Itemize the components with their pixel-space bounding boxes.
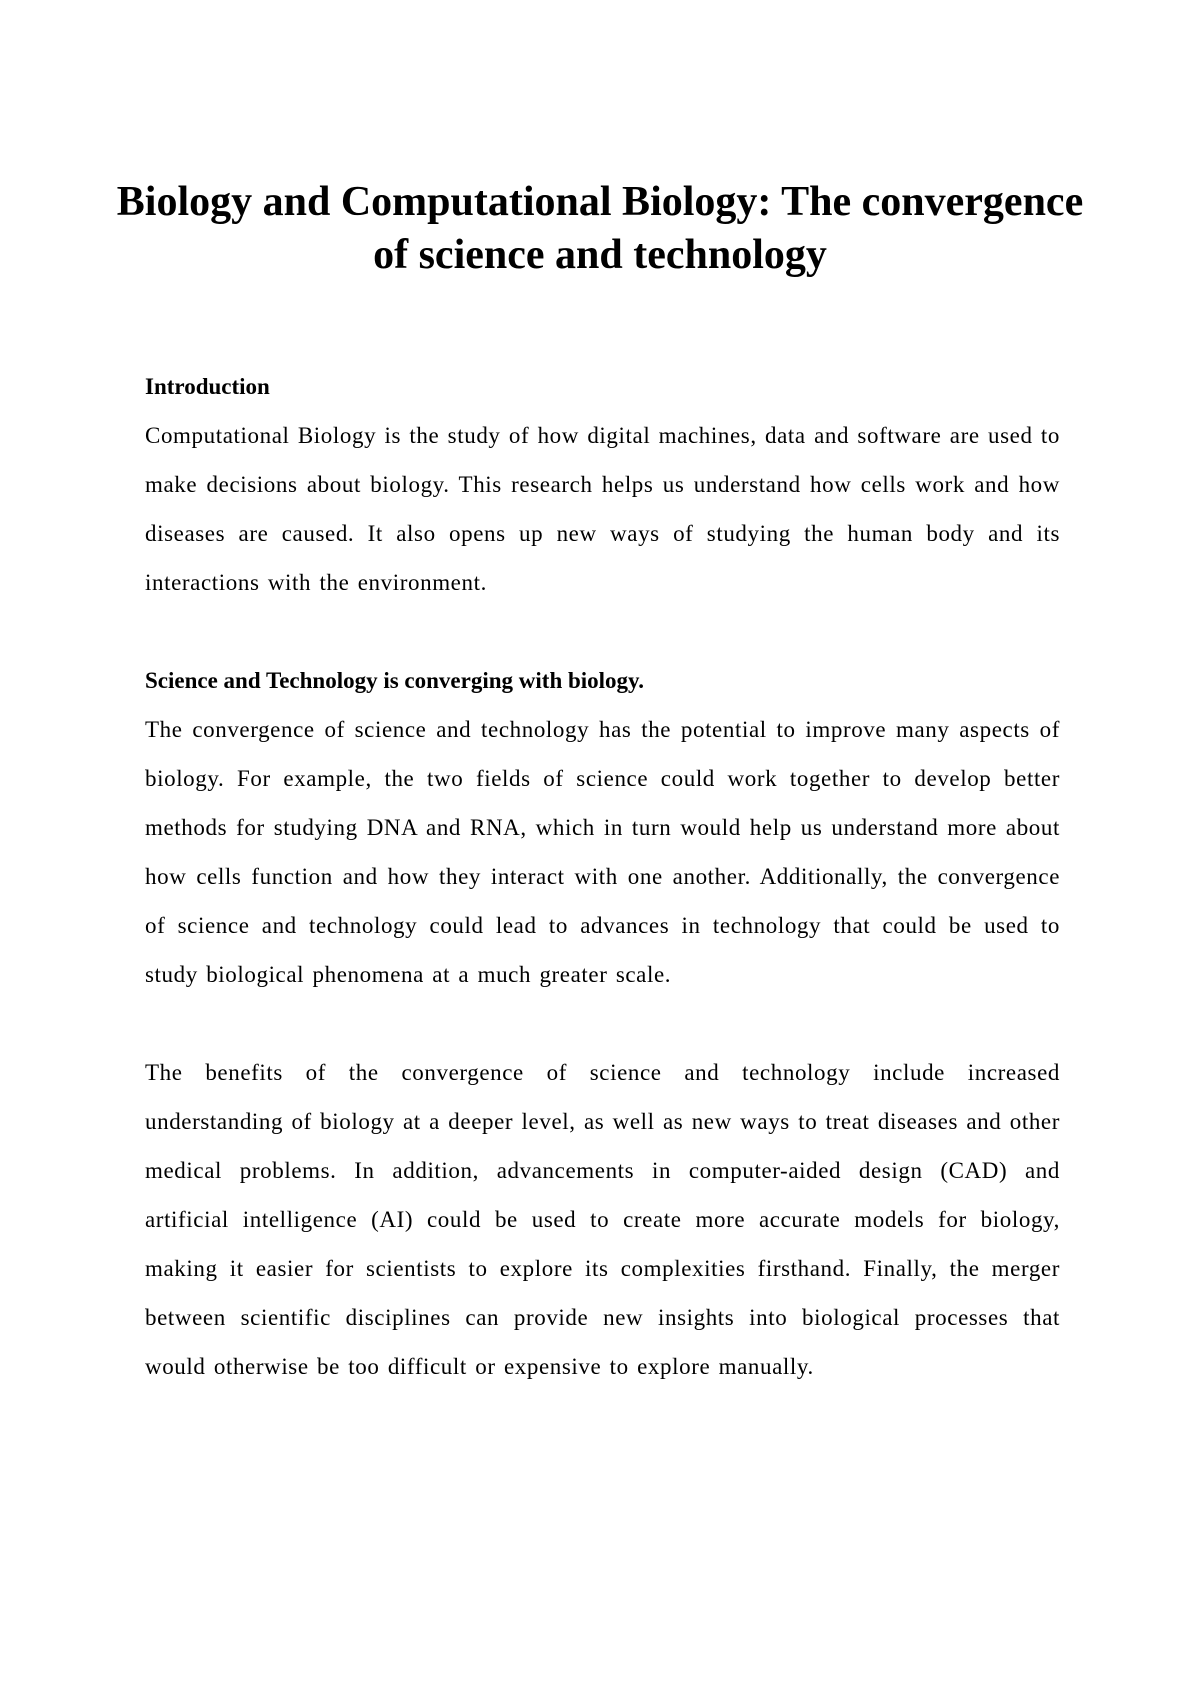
paragraph-convergence: The convergence of science and technology has the potential to improve many aspects of biology. For example, the two fields of science could work together to develop better methods for studying DNA and RNA, which in turn would help us understand more about how cells function and how they interact with one another. Additionally, the convergence of science and technology could lead to advances in technology that could be used to study biological phenomena at a much greater scale.	[145, 717, 1060, 987]
document-title: Biology and Computational Biology: The convergence of science and technology	[116, 179, 1084, 278]
document-body	[145, 362, 1060, 1391]
paragraph-benefits: The benefits of the convergence of science and technology include increased understanding of biology at a deeper level, as well as new ways to treat diseases and other medical problems. In addition, advancements in computer-aided design (CAD) and artificial intelligence (AI) could be used to create more accurate models for biology, making it easier for scientists to explore its complexities firsthand. Finally, the merger between scientific disciplines can provide new insights into biological processes that would otherwise be too difficult or expensive to explore manually.	[145, 1060, 1060, 1379]
section-heading-introduction: Introduction	[145, 374, 270, 399]
paragraph-introduction: Computational Biology is the study of how digital machines, data and software are used to make decisions about biology. This research helps us understand how cells work and how diseases are caused. It also opens up new ways of studying the human body and its interactions with the environment.	[145, 423, 1060, 595]
section-heading-convergence: Science and Technology is converging with biology.	[145, 668, 645, 693]
